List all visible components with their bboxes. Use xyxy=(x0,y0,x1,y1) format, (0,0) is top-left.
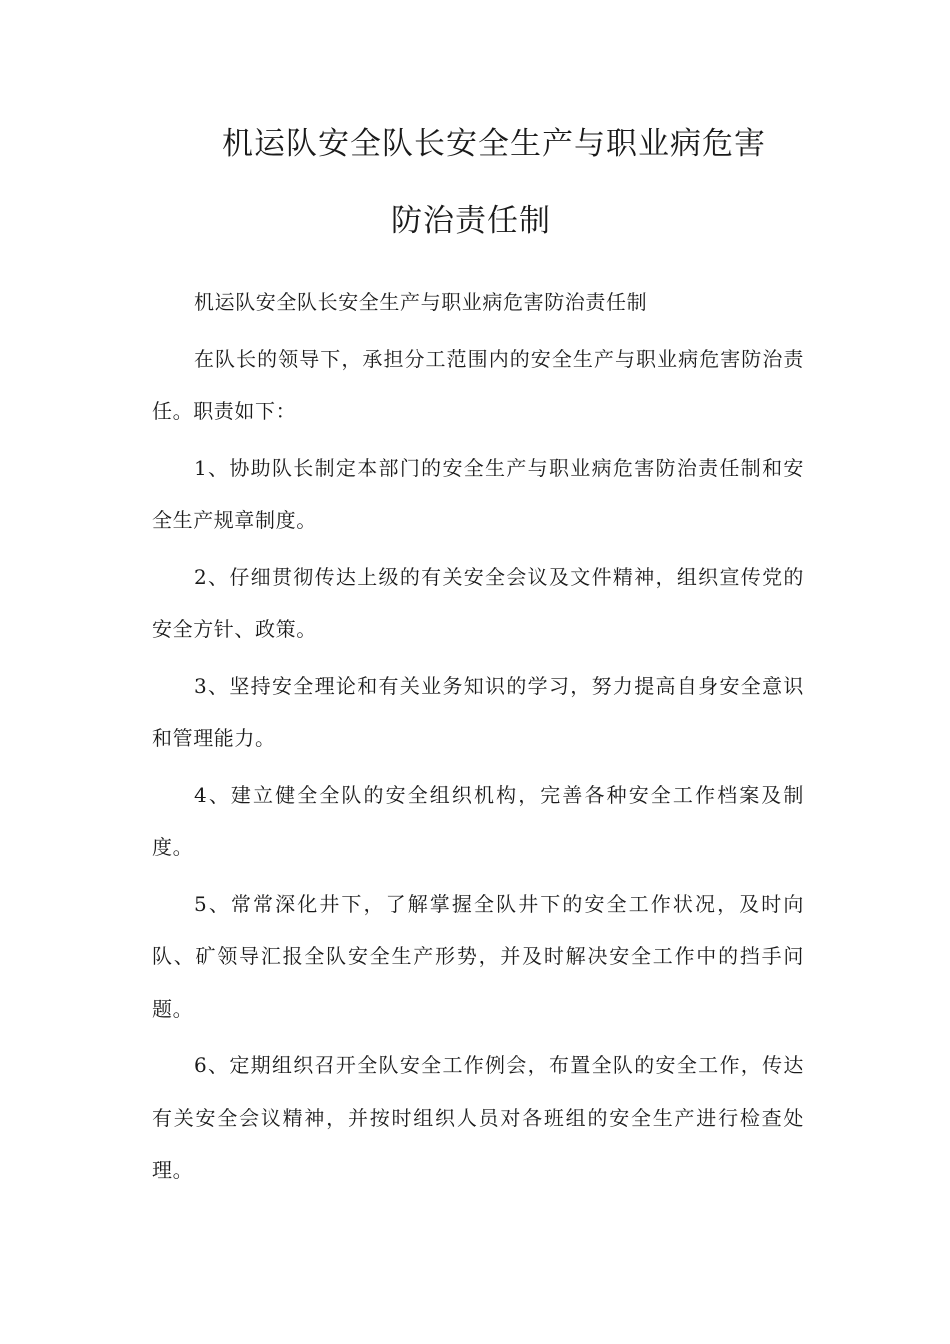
paragraph-duty-3: 3、坚持安全理论和有关业务知识的学习，努力提高自身安全意识和管理能力。 xyxy=(152,673,804,750)
paragraph-intro: 在队长的领导下，承担分工范围内的安全生产与职业病危害防治责任。职责如下： xyxy=(152,346,804,423)
document-body xyxy=(152,276,804,1201)
paragraph-duty-2: 2、仔细贯彻传达上级的有关安全会议及文件精神，组织宣传党的安全方针、政策。 xyxy=(152,564,804,641)
paragraph-duty-5: 5、常常深化井下，了解掌握全队井下的安全工作状况，及时向队、矿领导汇报全队安全生产形势，并及时解决安全工作中的挡手问题。 xyxy=(152,891,804,1021)
document-title-line-1: 机运队安全队长安全生产与职业病危害 xyxy=(222,126,766,162)
paragraph-subtitle: 机运队安全队长安全生产与职业病危害防治责任制 xyxy=(194,290,648,314)
paragraph-duty-1: 1、协助队长制定本部门的安全生产与职业病危害防治责任制和安全生产规章制度。 xyxy=(152,455,804,532)
document-title-line-2: 防治责任制 xyxy=(391,203,551,239)
paragraph-duty-4: 4、建立健全全队的安全组织机构，完善各种安全工作档案及制度。 xyxy=(152,782,804,859)
paragraph-duty-6: 6、定期组织召开全队安全工作例会，布置全队的安全工作，传达有关安全会议精神，并按时组织人员对各班组的安全生产进行检查处理。 xyxy=(152,1053,804,1182)
